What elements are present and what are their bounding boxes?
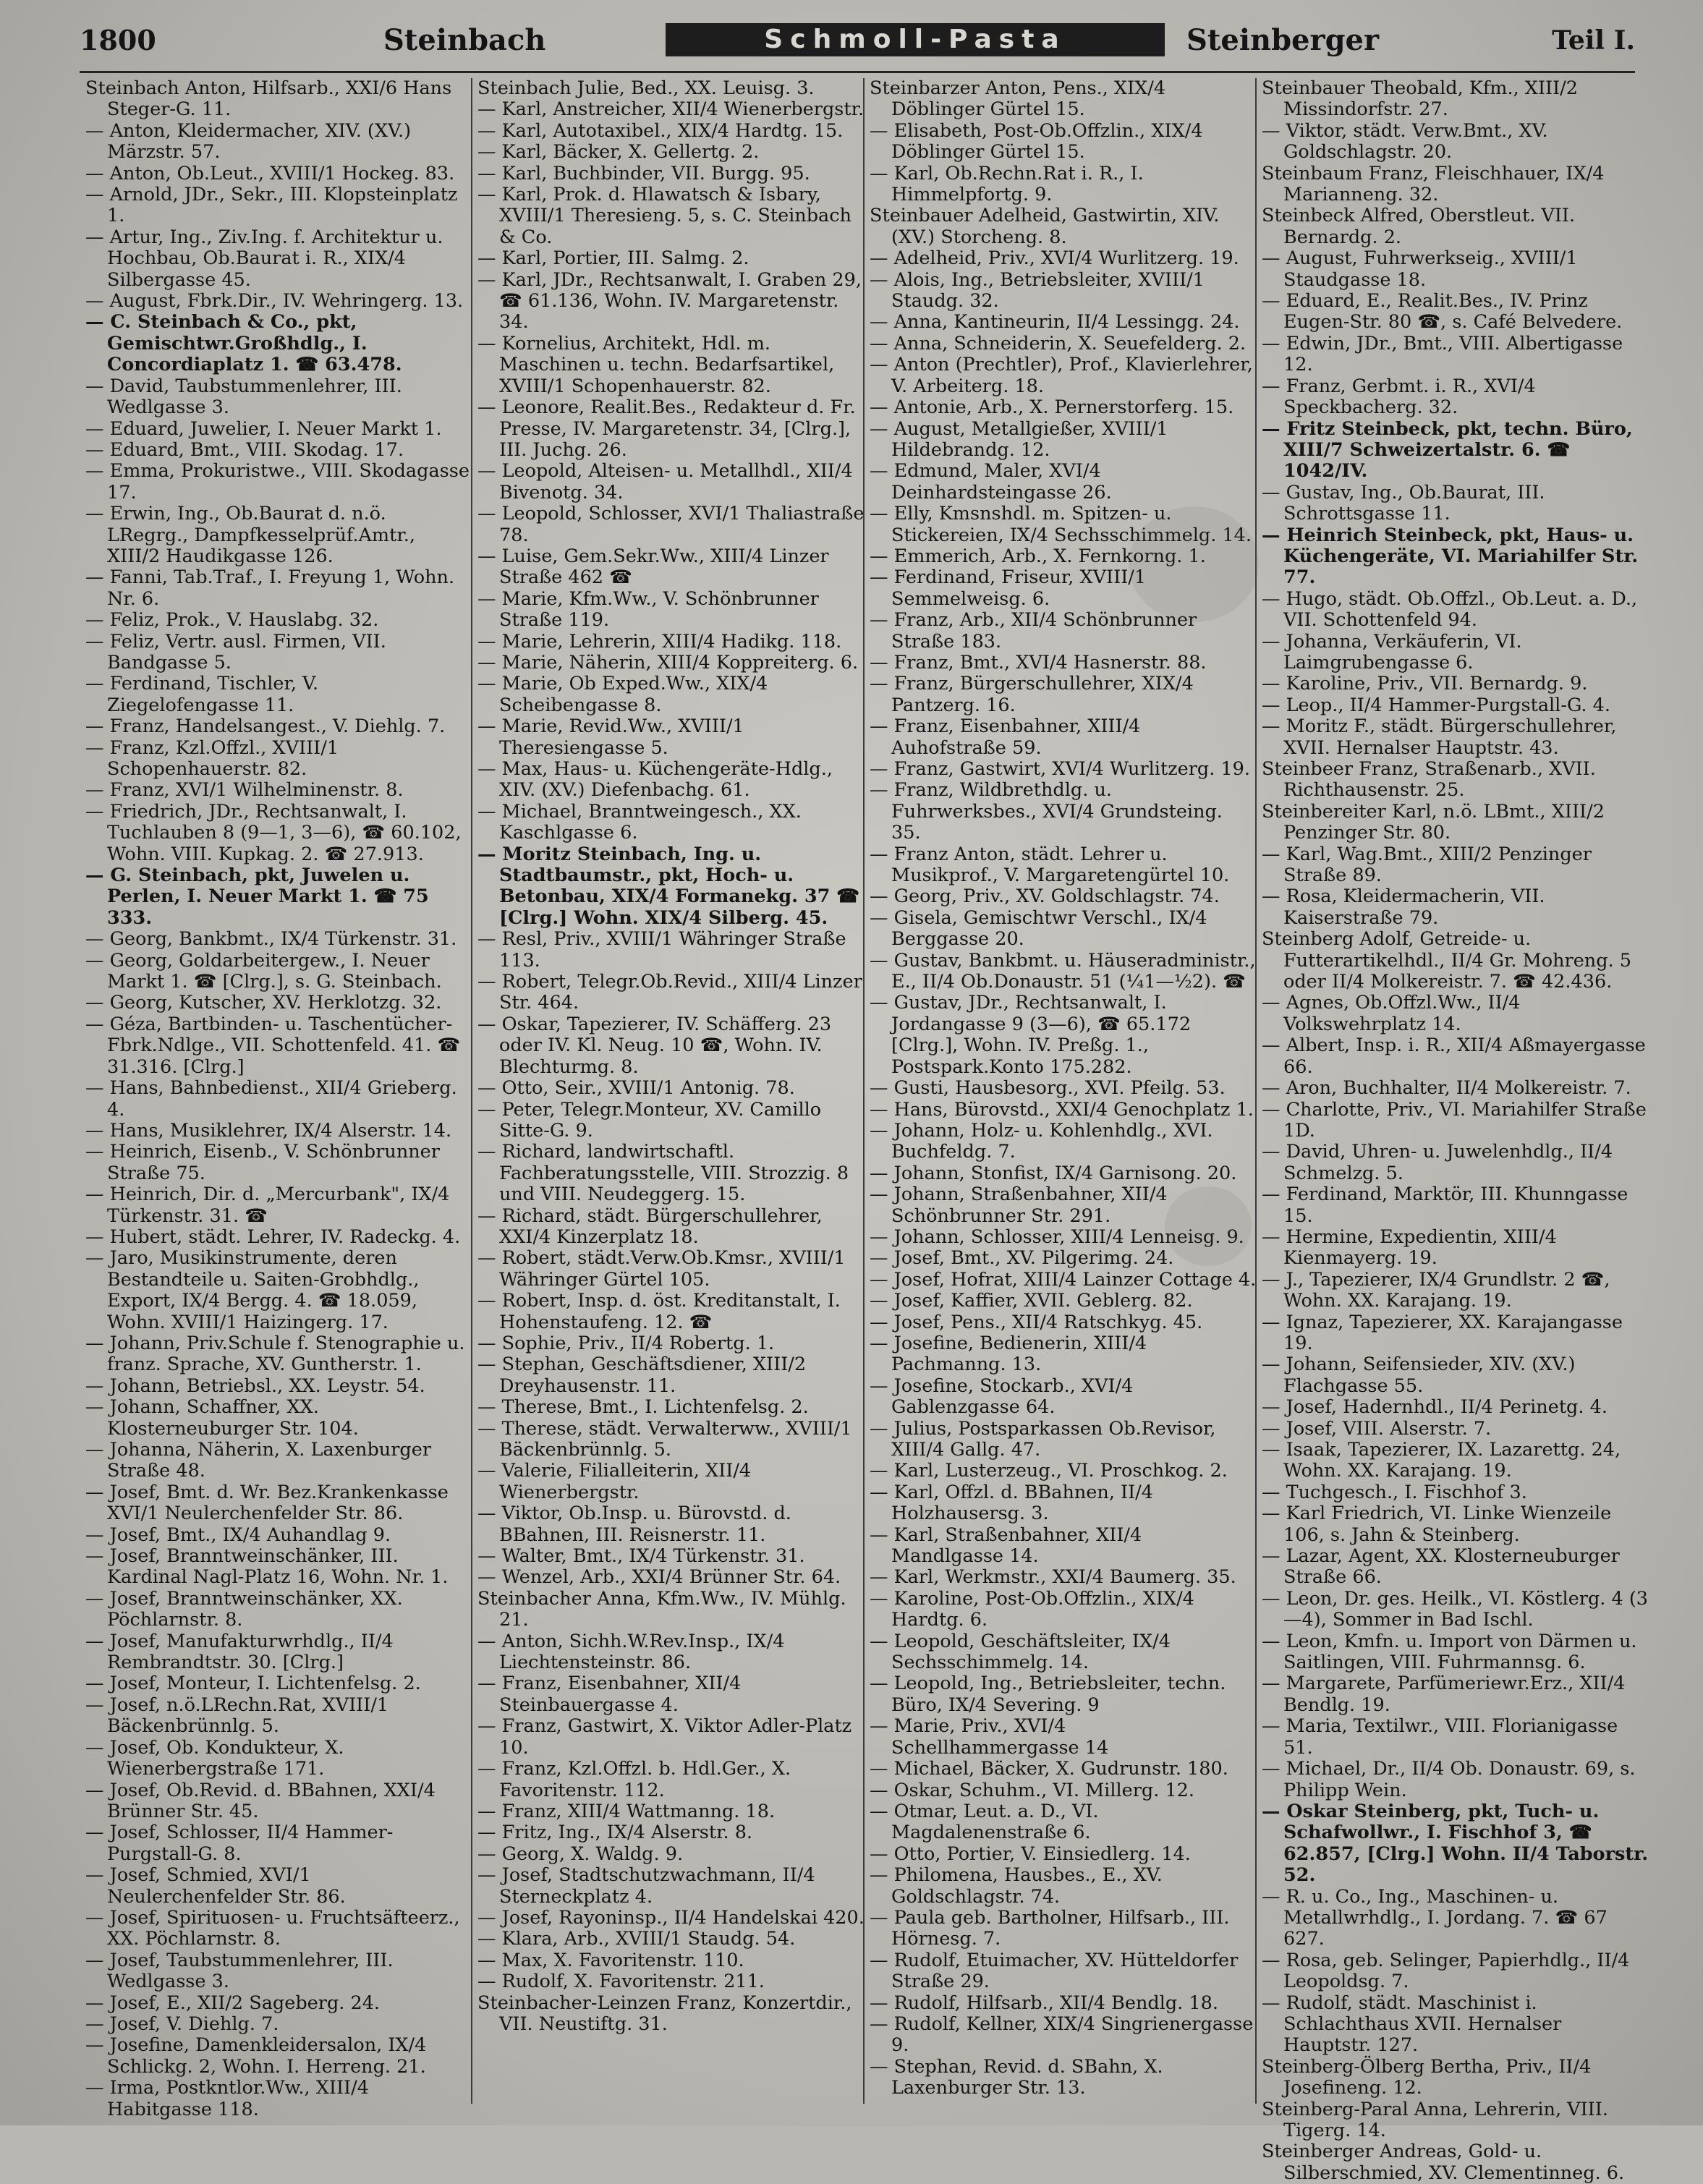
directory-entry: — Heinrich, Dir. d. „Mercurbank", IX/4 Türkenstr. 31. ☎ bbox=[85, 1184, 450, 1227]
directory-entry: — Johann, Betriebsl., XX. Leystr. 54. bbox=[85, 1374, 425, 1397]
directory-entry: — Stephan, Geschäftsdiener, XIII/2 Dreyhausenstr. 11. bbox=[477, 1354, 807, 1397]
directory-entry: — Ferdinand, Friseur, XVIII/1 Semmelweisg. 6. bbox=[870, 566, 1147, 610]
directory-entry: Steinbarzer Anton, Pens., XIX/4 Döblinger Gürtel 15. bbox=[870, 77, 1166, 121]
directory-entry: — Oskar, Schuhm., VI. Millerg. 12. bbox=[870, 1779, 1195, 1801]
directory-entry: — Max, X. Favoritenstr. 110. bbox=[477, 1949, 744, 1971]
directory-entry: — Anton (Prechtler), Prof., Klavierlehrer, V. Arbeiterg. 18. bbox=[870, 354, 1253, 397]
directory-entry: — Leon, Dr. ges. Heilk., VI. Köstlerg. 4 (3—4), Sommer in Bad Ischl. bbox=[1262, 1587, 1649, 1631]
directory-entry: — Franz, Bmt., XVI/4 Hasnerstr. 88. bbox=[870, 651, 1207, 674]
directory-entry: — August, Fbrk.Dir., IV. Wehringerg. 13. bbox=[85, 290, 464, 313]
directory-entry: — Luise, Gem.Sekr.Ww., XIII/4 Linzer Straße 462 ☎ bbox=[477, 545, 829, 589]
directory-entry: — Josef, Pens., XII/4 Ratschkyg. 45. bbox=[870, 1311, 1203, 1333]
directory-entry: — Kornelius, Architekt, Hdl. m. Maschinen u. techn. Bedarfsartikel, XVIII/1 Schopenhauerstr. 82. bbox=[477, 332, 835, 397]
paper-stain bbox=[1129, 506, 1259, 622]
directory-entry: — Leonore, Realit.Bes., Redakteur d. Fr. Presse, IV. Margaretenstr. 34, [Clrg.], III. Juchg. 26. bbox=[477, 396, 856, 461]
directory-entry: Steinberg Adolf, Getreide- u. Futterartikelhdl., II/4 Gr. Mohreng. 5 oder II/4 Molkereistr. 7. ☎ 42.436. bbox=[1262, 928, 1631, 993]
directory-entry: Steinbauer Theobald, Kfm., XIII/2 Missindorfstr. 27. bbox=[1262, 77, 1578, 121]
directory-entry: — Josefine, Bedienerin, XIII/4 Pachmanng. 13. bbox=[870, 1332, 1147, 1376]
directory-entry: — Josefine, Damenkleidersalon, IX/4 Schlickg. 2, Wohn. I. Herreng. 21. bbox=[85, 2034, 427, 2078]
directory-entry: — Josef, E., XII/2 Sageberg. 24. bbox=[85, 1992, 381, 2014]
directory-entry: — Richard, städt. Bürgerschullehrer, XXI/4 Kinzerplatz 18. bbox=[477, 1204, 823, 1248]
directory-entry: — Franz, Bürgerschullehrer, XIX/4 Pantzerg. 16. bbox=[870, 673, 1194, 716]
directory-entry: — Géza, Bartbinden- u. Taschentücher-Fbrk.Ndlge., VII. Schottenfeld. 41. ☎ 31.316. [Clrg.] bbox=[85, 1013, 461, 1078]
directory-entry: — Franz, Kzl.Offzl. b. Hdl.Ger., X. Favoritenstr. 112. bbox=[477, 1758, 791, 1801]
directory-entry: — Franz, Wildbrethdlg. u. Fuhrwerksbes., XVI/4 Grundsteing. 35. bbox=[870, 779, 1223, 844]
directory-entry: — Karl, Portier, III. Salmg. 2. bbox=[477, 247, 749, 270]
directory-entry: — Karl, Straßenbahner, XII/4 Mandlgasse 14. bbox=[870, 1524, 1142, 1568]
directory-entry: — Karl, Werkmstr., XXI/4 Baumerg. 35. bbox=[870, 1566, 1236, 1589]
directory-entry: — Peter, Telegr.Monteur, XV. Camillo Sitte-G. 9. bbox=[477, 1098, 822, 1142]
directory-entry: — Johann, Priv.Schule f. Stenographie u. franz. Sprache, XV. Guntherstr. 1. bbox=[85, 1332, 465, 1376]
directory-entry: — Tuchgesch., I. Fischhof 3. bbox=[1262, 1481, 1527, 1503]
directory-entry: — Josef, Schmied, XVI/1 Neulerchenfelder Str. 86. bbox=[85, 1864, 346, 1908]
directory-entry: — Albert, Insp. i. R., XII/4 Aßmayergasse 66. bbox=[1262, 1034, 1646, 1078]
directory-entry: — Josef, VIII. Alserstr. 7. bbox=[1262, 1417, 1492, 1440]
directory-entry: — Moritz F., städt. Bürgerschullehrer, XVII. Hernalser Hauptstr. 43. bbox=[1262, 715, 1617, 759]
directory-entry: — G. Steinbach, pkt, Juwelen u. Perlen, I. Neuer Markt 1. ☎ 75 333. bbox=[85, 864, 429, 929]
directory-entry: — Leon, Kmfn. u. Import von Därmen u. Saitlingen, VIII. Fuhrmannsg. 6. bbox=[1262, 1630, 1637, 1674]
directory-entry: — Arnold, JDr., Sekr., III. Klopsteinplatz 1. bbox=[85, 184, 458, 227]
directory-entry: — Friedrich, JDr., Rechtsanwalt, I. Tuchlauben 8 (9—1, 3—6), ☎ 60.102, Wohn. VIII. Kupkag. 2. ☎ 27.913. bbox=[85, 800, 462, 865]
directory-entry: — Alois, Ing., Betriebsleiter, XVIII/1 Staudg. 32. bbox=[870, 268, 1205, 313]
directory-entry: — Johann, Holz- u. Kohlenhdlg., XVI. Buchfeldg. 7. bbox=[870, 1119, 1213, 1163]
directory-entry: Steinbeck Alfred, Oberstleut. VII. Bernardg. 2. bbox=[1262, 205, 1576, 248]
directory-entry: — Johann, Schlosser, XIII/4 Lenneisg. 9. bbox=[870, 1225, 1244, 1248]
directory-entry: — Margarete, Parfümeriewr.Erz., XII/4 Bendlg. 19. bbox=[1262, 1673, 1626, 1716]
directory-entry: — Rudolf, städt. Maschinist i. Schlachthaus XVII. Hernalser Hauptstr. 127. bbox=[1262, 1992, 1562, 2057]
directory-entry: Steinbach Julie, Bed., XX. Leuisg. 3. bbox=[477, 77, 815, 99]
directory-entry: Steinbacher-Leinzen Franz, Konzertdir., VII. Neustiftg. 31. bbox=[477, 1992, 852, 2035]
part-label: Teil I. bbox=[1552, 25, 1635, 56]
directory-entry: — Josef, Spirituosen- u. Fruchtsäfteerz., XX. Pöchlarnstr. 8. bbox=[85, 1906, 460, 1950]
directory-entry: — Wenzel, Arb., XXI/4 Brünner Str. 64. bbox=[477, 1566, 841, 1589]
directory-entry: Steinberger Andreas, Gold- u. Silberschmied, XV. Clementinneg. 6. bbox=[1262, 2141, 1625, 2184]
directory-entry: — Johann, Stonfist, IX/4 Garnisong. 20. bbox=[870, 1162, 1237, 1184]
directory-entry: — August, Metallgießer, XVIII/1 Hildebrandg. 12. bbox=[870, 417, 1168, 461]
directory-entry: Steinbach Anton, Hilfsarb., XXI/6 Hans Steger-G. 11. bbox=[85, 77, 452, 121]
directory-entry: — Viktor, Ob.Insp. u. Bürovstd. d. BBahnen, III. Reisnerstr. 11. bbox=[477, 1503, 791, 1546]
directory-entry: — Josef, Taubstummenlehrer, III. Wedlgasse 3. bbox=[85, 1949, 394, 1993]
directory-entry: — Antonie, Arb., X. Pernerstorferg. 15. bbox=[870, 396, 1234, 419]
directory-entry: — Fanni, Tab.Traf., I. Freyung 1, Wohn. Nr. 6. bbox=[85, 566, 455, 610]
directory-entry: — Maria, Textilwr., VIII. Florianigasse 51. bbox=[1262, 1715, 1618, 1759]
directory-entry: — Karl, Buchbinder, VII. Burgg. 95. bbox=[477, 162, 810, 184]
directory-entry: — Michael, Branntweingesch., XX. Kaschlgasse 6. bbox=[477, 800, 802, 844]
directory-entry: — Karl, Autotaxibel., XIX/4 Hardtg. 15. bbox=[477, 119, 844, 142]
directory-entry: — Paula geb. Bartholner, Hilfsarb., III. Hörnesg. 7. bbox=[870, 1906, 1230, 1950]
directory-entry: — Josefine, Stockarb., XVI/4 Gablenzgasse 64. bbox=[870, 1374, 1134, 1419]
directory-entry: — Franz, XVI/1 Wilhelminenstr. 8. bbox=[85, 779, 404, 802]
directory-entry: — Karl, Ob.Rechn.Rat i. R., I. Himmelpfortg. 9. bbox=[870, 162, 1144, 206]
directory-entry: — Michael, Bäcker, X. Gudrunstr. 180. bbox=[870, 1758, 1228, 1780]
column-2 bbox=[477, 78, 865, 2111]
directory-entry: — Franz, Gastwirt, X. Viktor Adler-Platz 10. bbox=[477, 1715, 852, 1759]
directory-entry: — Edmund, Maler, XVI/4 Deinhardsteingasse 26. bbox=[870, 460, 1112, 503]
directory-entry: Steinbauer Adelheid, Gastwirtin, XIV. (XV.) Storcheng. 8. bbox=[870, 205, 1220, 248]
directory-entry: — Georg, Priv., XV. Goldschlagstr. 74. bbox=[870, 885, 1220, 908]
directory-entry: — Rosa, Kleidermacherin, VII. Kaiserstraße 79. bbox=[1262, 885, 1545, 929]
directory-entry: — Gustav, Bankbmt. u. Häuseradministr., E., II/4 Ob.Donaustr. 51 (¼1—½2). ☎ bbox=[870, 949, 1256, 993]
directory-entry: — Karl, Lusterzeug., VI. Proschkog. 2. bbox=[870, 1460, 1228, 1482]
directory-entry: — R. u. Co., Ing., Maschinen- u. Metallwrhdlg., I. Jordang. 7. ☎ 67 627. bbox=[1262, 1885, 1608, 1950]
directory-entry: — Resl, Priv., XVIII/1 Währinger Straße 113. bbox=[477, 928, 846, 972]
directory-entry: — Rudolf, Hilfsarb., XII/4 Bendlg. 18. bbox=[870, 1992, 1218, 2014]
directory-entry: — Leopold, Geschäftsleiter, IX/4 Sechsschimmelg. 14. bbox=[870, 1630, 1171, 1674]
directory-entry: — Irma, Postkntlor.Ww., XIII/4 Habitgasse 118. bbox=[85, 2077, 369, 2120]
directory-entry: — Franz, Handelsangest., V. Diehlg. 7. bbox=[85, 715, 446, 738]
directory-entry: — Hermine, Expedientin, XIII/4 Kienmayerg. 19. bbox=[1262, 1225, 1557, 1270]
directory-entry: — Elisabeth, Post-Ob.Offzlin., XIX/4 Döblinger Gürtel 15. bbox=[870, 119, 1203, 163]
directory-entry: — Josef, Rayoninsp., II/4 Handelskai 420. bbox=[477, 1906, 865, 1929]
directory-entry: — Heinrich, Eisenb., V. Schönbrunner Straße 75. bbox=[85, 1141, 440, 1184]
directory-entry: — Emma, Prokuristwe., VIII. Skodagasse 17. bbox=[85, 460, 470, 503]
directory-entry: — Josef, Ob. Kondukteur, X. Wienerbergstraße 171. bbox=[85, 1736, 344, 1780]
directory-entry: — Georg, X. Waldg. 9. bbox=[477, 1843, 684, 1865]
directory-entry: — Feliz, Vertr. ausl. Firmen, VII. Bandgasse 5. bbox=[85, 630, 386, 674]
directory-entry: — Robert, Insp. d. öst. Kreditanstalt, I. Hohenstaufeng. 12. ☎ bbox=[477, 1290, 841, 1333]
directory-entry: — Johann, Straßenbahner, XII/4 Schönbrunner Str. 291. bbox=[870, 1184, 1168, 1227]
directory-entry: — Karl, Offzl. d. BBahnen, II/4 Holzhausersg. 3. bbox=[870, 1481, 1153, 1525]
directory-entry: — Max, Haus- u. Küchengeräte-Hdlg., XIV. (XV.) Diefenbachg. 61. bbox=[477, 758, 833, 802]
directory-entry: — Franz, Eisenbahner, XII/4 Steinbauergasse 4. bbox=[477, 1673, 742, 1716]
directory-entry: — Gusti, Hausbesorg., XVI. Pfeilg. 53. bbox=[870, 1077, 1226, 1100]
directory-entry: — Heinrich Steinbeck, pkt, Haus- u. Küchengeräte, VI. Mariahilfer Str. 77. bbox=[1262, 524, 1639, 589]
directory-entry: — Karl, Wag.Bmt., XIII/2 Penzinger Straße 89. bbox=[1262, 843, 1592, 887]
directory-entry: — Gustav, Ing., Ob.Baurat, III. Schrottsgasse 11. bbox=[1262, 481, 1545, 525]
directory-entry: — Otmar, Leut. a. D., VI. Magdalenenstraße 6. bbox=[870, 1800, 1099, 1844]
directory-entry: — Ferdinand, Tischler, V. Ziegelofengasse 11. bbox=[85, 673, 319, 716]
directory-entry: — Adelheid, Priv., XVI/4 Wurlitzerg. 19. bbox=[870, 247, 1239, 270]
advertisement-banner: Schmoll-Pasta bbox=[666, 23, 1165, 56]
directory-entry: — Philomena, Hausbes., E., XV. Goldschlagstr. 74. bbox=[870, 1864, 1163, 1908]
directory-entry: — Oskar Steinberg, pkt, Tuch- u. Schafwollwr., I. Fischhof 3, ☎ 62.857, [Clrg.] Wohn. II/4 Taborstr. 52. bbox=[1262, 1800, 1649, 1887]
directory-entry: — Franz, Eisenbahner, XIII/4 Auhofstraße 59. bbox=[870, 715, 1141, 759]
directory-entry: — Therese, städt. Verwalterww., XVIII/1 Bäckenbrünnlg. 5. bbox=[477, 1417, 852, 1461]
directory-entry: — Rudolf, X. Favoritenstr. 211. bbox=[477, 1971, 765, 1993]
header-rule bbox=[80, 71, 1635, 73]
directory-entry: — Franz, Gerbmt. i. R., XVI/4 Speckbacherg. 32. bbox=[1262, 375, 1536, 419]
directory-entry: — Aron, Buchhalter, II/4 Molkereistr. 7. bbox=[1262, 1077, 1631, 1100]
directory-entry: — Karoline, Post-Ob.Offzlin., XIX/4 Hardtg. 6. bbox=[870, 1587, 1194, 1631]
directory-entry: — Johanna, Näherin, X. Laxenburger Straße 48. bbox=[85, 1439, 432, 1482]
directory-entry: — Viktor, städt. Verw.Bmt., XV. Goldschlagstr. 20. bbox=[1262, 119, 1548, 163]
directory-entry: — Ignaz, Tapezierer, XX. Karajangasse 19. bbox=[1262, 1311, 1623, 1354]
directory-entry: — Josef, Bmt., IX/4 Auhandlag 9. bbox=[85, 1524, 391, 1546]
column-3 bbox=[870, 78, 1257, 2111]
directory-entry: — Eduard, E., Realit.Bes., IV. Prinz Eugen-Str. 80 ☎, s. Café Belvedere. bbox=[1262, 290, 1623, 333]
directory-entry: — Leopold, Schlosser, XVI/1 Thaliastraße 78. bbox=[477, 503, 865, 546]
directory-entry: — Jaro, Musikinstrumente, deren Bestandteile u. Saiten-Grobhdlg., Export, IX/4 Bergg. 4. ☎ 18.059, Wohn. XVIII/1 Haizingerg. 17. bbox=[85, 1247, 420, 1333]
directory-entry: — Walter, Bmt., IX/4 Türkenstr. 31. bbox=[477, 1545, 805, 1568]
directory-entry: — Hugo, städt. Ob.Offzl., Ob.Leut. a. D., VII. Schottenfeld 94. bbox=[1262, 587, 1638, 632]
directory-entry: — Charlotte, Priv., VI. Mariahilfer Straße 1D. bbox=[1262, 1098, 1647, 1142]
directory-entry: — Rosa, geb. Selinger, Papierhdlg., II/4 Leopoldsg. 7. bbox=[1262, 1949, 1630, 1993]
directory-entry: Steinbeer Franz, Straßenarb., XVII. Richthausenstr. 25. bbox=[1262, 758, 1596, 802]
directory-entry: — Edwin, JDr., Bmt., VIII. Albertigasse 12. bbox=[1262, 332, 1623, 376]
directory-entry: — Josef, V. Diehlg. 7. bbox=[85, 2013, 279, 2035]
directory-entry: Steinberg-Ölberg Bertha, Priv., II/4 Josefineng. 12. bbox=[1262, 2055, 1592, 2099]
directory-entry: — Josef, Branntweinschänker, XX. Pöchlarnstr. 8. bbox=[85, 1587, 403, 1631]
directory-entry: — Leop., II/4 Hammer-Purgstall-G. 4. bbox=[1262, 694, 1610, 716]
directory-entry: — Karl, Bäcker, X. Gellertg. 2. bbox=[477, 141, 760, 163]
directory-entry: — Stephan, Revid. d. SBahn, X. Laxenburger Str. 13. bbox=[870, 2055, 1163, 2099]
directory-entry: — Marie, Revid.Ww., XVIII/1 Theresiengasse 5. bbox=[477, 715, 744, 759]
directory-entry: — Marie, Priv., XVI/4 Schellhammergasse 14 bbox=[870, 1715, 1109, 1759]
directory-entry: — Gustav, JDr., Rechtsanwalt, I. Jordangasse 9 (3—6), ☎ 65.172 [Clrg.], Wohn. IV. Preßg. 1., Postspark.Konto 175.282. bbox=[870, 992, 1192, 1078]
directory-entry: — Franz, Gastwirt, XVI/4 Wurlitzerg. 19. bbox=[870, 758, 1251, 780]
directory-entry: — Otto, Seir., XVIII/1 Antonig. 78. bbox=[477, 1077, 795, 1100]
directory-entry: — C. Steinbach & Co., pkt, Gemischtwr.Großhdlg., I. Concordiaplatz 1. ☎ 63.478. bbox=[85, 311, 402, 376]
directory-entry: — Josef, Monteur, I. Lichtenfelsg. 2. bbox=[85, 1673, 421, 1695]
paper-stain bbox=[1165, 1186, 1252, 1266]
directory-entry: — Karl, Prok. d. Hlawatsch & Isbary, XVIII/1 Theresieng. 5, s. C. Steinbach & Co. bbox=[477, 184, 852, 248]
directory-entry: — Sophie, Priv., II/4 Robertg. 1. bbox=[477, 1332, 775, 1354]
directory-entry: — Johann, Schaffner, XX. Klosterneuburger Str. 104. bbox=[85, 1396, 359, 1440]
directory-entry: Steinbereiter Karl, n.ö. LBmt., XIII/2 Penzinger Str. 80. bbox=[1262, 800, 1605, 844]
column-4 bbox=[1262, 77, 1649, 2184]
directory-entry: — Franz, XIII/4 Wattmanng. 18. bbox=[477, 1800, 776, 1822]
directory-entry: — Valerie, Filialleiterin, XII/4 Wienerbergstr. bbox=[477, 1460, 752, 1503]
directory-entry: — Josef, Stadtschutzwachmann, II/4 Sterneckplatz 4. bbox=[477, 1864, 815, 1908]
directory-entry: — Karl, Anstreicher, XII/4 Wienerbergstr. bbox=[477, 98, 865, 121]
directory-entry: — Anna, Kantineurin, II/4 Lessingg. 24. bbox=[870, 311, 1240, 333]
directory-entry: — Eduard, Juwelier, I. Neuer Markt 1. bbox=[85, 417, 442, 440]
directory-entry: — Moritz Steinbach, Ing. u. Stadtbaumstr., pkt, Hoch- u. Betonbau, XIX/4 Formanekg. 37 ☎ [Clrg.] Wohn. XIX/4 Silberg. 45. bbox=[477, 843, 859, 929]
directory-entry: — Erwin, Ing., Ob.Baurat d. n.ö. LRegrg., Dampfkesselprüf.Amtr., XIII/2 Haudikgasse 126. bbox=[85, 503, 415, 567]
directory-entry: — Josef, Ob.Revid. d. BBahnen, XXI/4 Brünner Str. 45. bbox=[85, 1779, 436, 1822]
directory-entry: — Anton, Ob.Leut., XVIII/1 Hockeg. 83. bbox=[85, 162, 455, 184]
directory-entry: — Hans, Bahnbedienst., XII/4 Grieberg. 4. bbox=[85, 1077, 457, 1121]
page-number: 1800 bbox=[80, 24, 156, 56]
directory-entry: — Franz, Kzl.Offzl., XVIII/1 Schopenhauerstr. 82. bbox=[85, 736, 339, 780]
directory-entry: — Robert, städt.Verw.Ob.Kmsr., XVIII/1 Währinger Gürtel 105. bbox=[477, 1247, 846, 1291]
directory-entry: — Leopold, Ing., Betriebsleiter, techn. Büro, IX/4 Severing. 9 bbox=[870, 1673, 1226, 1716]
directory-entry: — Franz Anton, städt. Lehrer u. Musikprof., V. Margaretengürtel 10. bbox=[870, 843, 1230, 887]
directory-entry: — Lazar, Agent, XX. Klosterneuburger Straße 66. bbox=[1262, 1545, 1620, 1589]
directory-entry: — Josef, Kaffier, XVII. Geblerg. 82. bbox=[870, 1290, 1193, 1312]
directory-entry: — Fritz, Ing., IX/4 Alserstr. 8. bbox=[477, 1822, 753, 1844]
directory-entry: — Rudolf, Etuimacher, XV. Hütteldorfer Straße 29. bbox=[870, 1949, 1239, 1993]
directory-entry: — Josef, Manufakturwrhdlg., II/4 Rembrandtstr. 30. [Clrg.] bbox=[85, 1630, 394, 1674]
header-left-catchword: Steinbach bbox=[383, 23, 546, 57]
directory-entry: — Karl, JDr., Rechtsanwalt, I. Graben 29, ☎ 61.136, Wohn. IV. Margaretenstr. 34. bbox=[477, 268, 862, 333]
directory-entry: — Klara, Arb., XVIII/1 Staudg. 54. bbox=[477, 1928, 796, 1950]
directory-entry: — Emmerich, Arb., X. Fernkorng. 1. bbox=[870, 545, 1206, 567]
directory-entry: — Josef, Schlosser, II/4 Hammer-Purgstall-G. 8. bbox=[85, 1822, 394, 1865]
directory-entry: — Anna, Schneiderin, X. Seuefelderg. 2. bbox=[870, 332, 1247, 354]
directory-entry: — Robert, Telegr.Ob.Revid., XIII/4 Linzer Str. 464. bbox=[477, 971, 862, 1014]
directory-entry: — Hans, Musiklehrer, IX/4 Alserstr. 14. bbox=[85, 1119, 452, 1142]
directory-entry: — Ferdinand, Marktör, III. Khunngasse 15. bbox=[1262, 1184, 1628, 1227]
directory-entry: — Josef, Hofrat, XIII/4 Lainzer Cottage 4. bbox=[870, 1268, 1257, 1291]
directory-entry: — Artur, Ing., Ziv.Ing. f. Architektur u. Hochbau, Ob.Baurat i. R., XIX/4 Silbergasse 45. bbox=[85, 226, 443, 291]
directory-entry: — Rudolf, Kellner, XIX/4 Singrienergasse 9. bbox=[870, 2013, 1254, 2057]
directory-entry: — Isaak, Tapezierer, IX. Lazarettg. 24, Wohn. XX. Karajang. 19. bbox=[1262, 1439, 1621, 1482]
directory-entry: — Agnes, Ob.Offzl.Ww., II/4 Volkswehrplatz 14. bbox=[1262, 992, 1521, 1035]
directory-entry: — Julius, Postsparkassen Ob.Revisor, XIII/4 Gallg. 47. bbox=[870, 1417, 1216, 1461]
directory-entry: — Richard, landwirtschaftl. Fachberatungsstelle, VIII. Strozzig. 8 und VIII. Neudeggerg. 15. bbox=[477, 1141, 849, 1206]
directory-entry: — Georg, Kutscher, XV. Herklotzg. 32. bbox=[85, 992, 442, 1014]
directory-entry: — Josef, Bmt. d. Wr. Bez.Krankenkasse XVI/1 Neulerchenfelder Str. 86. bbox=[85, 1481, 449, 1525]
header-right-catchword: Steinberger bbox=[1186, 23, 1380, 57]
directory-entry: — Franz, Arb., XII/4 Schönbrunner Straße 183. bbox=[870, 609, 1197, 653]
directory-entry: — Elly, Kmsnshdl. m. Spitzen- u. Stickereien, IX/4 Sechsschimmelg. 14. bbox=[870, 503, 1252, 546]
directory-entry: — Fritz Steinbeck, pkt, techn. Büro, XIII/7 Schweizertalstr. 6. ☎ 1042/IV. bbox=[1262, 417, 1633, 483]
directory-entry: — Otto, Portier, V. Einsiedlerg. 14. bbox=[870, 1843, 1191, 1865]
directory-entry: — Josef, n.ö.LRechn.Rat, XVIII/1 Bäckenbrünnlg. 5. bbox=[85, 1694, 389, 1738]
directory-entry: — Josef, Bmt., XV. Pilgerimg. 24. bbox=[870, 1247, 1174, 1270]
directory-entry: — August, Fuhrwerkseig., XVIII/1 Staudgasse 18. bbox=[1262, 247, 1578, 291]
directory-entry: — Karl Friedrich, VI. Linke Wienzeile 106, s. Jahn & Steinberg. bbox=[1262, 1503, 1612, 1546]
directory-entry: — Hubert, städt. Lehrer, IV. Radeckg. 4. bbox=[85, 1225, 461, 1248]
directory-entry: — J., Tapezierer, IX/4 Grundlstr. 2 ☎, Wohn. XX. Karajang. 19. bbox=[1262, 1268, 1610, 1312]
directory-entry: — Marie, Lehrerin, XIII/4 Hadikg. 118. bbox=[477, 630, 842, 653]
directory-entry: Steinberg-Paral Anna, Lehrerin, VIII. Tigerg. 14. bbox=[1262, 2098, 1608, 2141]
directory-entry: — Josef, Hadernhdl., II/4 Perinetg. 4. bbox=[1262, 1396, 1608, 1419]
directory-entry: — Michael, Dr., II/4 Ob. Donaustr. 69, s. Philipp Wein. bbox=[1262, 1758, 1636, 1801]
directory-entry: — Gisela, Gemischtwr Verschl., IX/4 Berggasse 20. bbox=[870, 906, 1207, 951]
column-1 bbox=[85, 77, 472, 2120]
directory-entry: Steinbacher Anna, Kfm.Ww., IV. Mühlg. 21. bbox=[477, 1587, 846, 1631]
directory-entry: — Therese, Bmt., I. Lichtenfelsg. 2. bbox=[477, 1396, 809, 1419]
directory-entry: — Johanna, Verkäuferin, VI. Laimgrubengasse 6. bbox=[1262, 630, 1522, 674]
directory-entry: Steinbaum Franz, Fleischhauer, IX/4 Marianneng. 32. bbox=[1262, 162, 1605, 206]
directory-entry: — Georg, Goldarbeitergew., I. Neuer Markt 1. ☎ [Clrg.], s. G. Steinbach. bbox=[85, 949, 442, 993]
directory-entry: — Anton, Kleidermacher, XIV. (XV.) Märzstr. 57. bbox=[85, 119, 412, 163]
directory-entry: — Anton, Sichh.W.Rev.Insp., IX/4 Liechtensteinstr. 86. bbox=[477, 1630, 785, 1674]
directory-entry: — David, Uhren- u. Juwelenhdlg., II/4 Schmelzg. 5. bbox=[1262, 1141, 1613, 1184]
directory-entry: — Oskar, Tapezierer, IV. Schäfferg. 23 oder IV. Kl. Neug. 10 ☎, Wohn. IV. Blechturmg. 8. bbox=[477, 1013, 832, 1078]
directory-entry: — David, Taubstummenlehrer, III. Wedlgasse 3. bbox=[85, 375, 402, 419]
directory-entry: — Josef, Branntweinschänker, III. Kardinal Nagl-Platz 16, Wohn. Nr. 1. bbox=[85, 1545, 449, 1589]
directory-entry: — Marie, Kfm.Ww., V. Schönbrunner Straße 119. bbox=[477, 587, 819, 632]
directory-entry: — Georg, Bankbmt., IX/4 Türkenstr. 31. bbox=[85, 928, 457, 951]
directory-entry: — Marie, Näherin, XIII/4 Koppreiterg. 6. bbox=[477, 651, 859, 674]
directory-entry: — Leopold, Alteisen- u. Metallhdl., XII/4 Bivenotg. 34. bbox=[477, 460, 853, 503]
directory-entry: — Hans, Bürovstd., XXI/4 Genochplatz 1. bbox=[870, 1098, 1254, 1121]
page-header bbox=[80, 20, 1635, 64]
directory-entry: — Eduard, Bmt., VIII. Skodag. 17. bbox=[85, 438, 404, 461]
directory-entry: — Karoline, Priv., VII. Bernardg. 9. bbox=[1262, 673, 1588, 695]
directory-entry: — Feliz, Prok., V. Hauslabg. 32. bbox=[85, 609, 379, 632]
directory-entry: — Johann, Seifensieder, XIV. (XV.) Flachgasse 55. bbox=[1262, 1354, 1576, 1397]
directory-entry: — Marie, Ob Exped.Ww., XIX/4 Scheibengasse 8. bbox=[477, 673, 768, 716]
